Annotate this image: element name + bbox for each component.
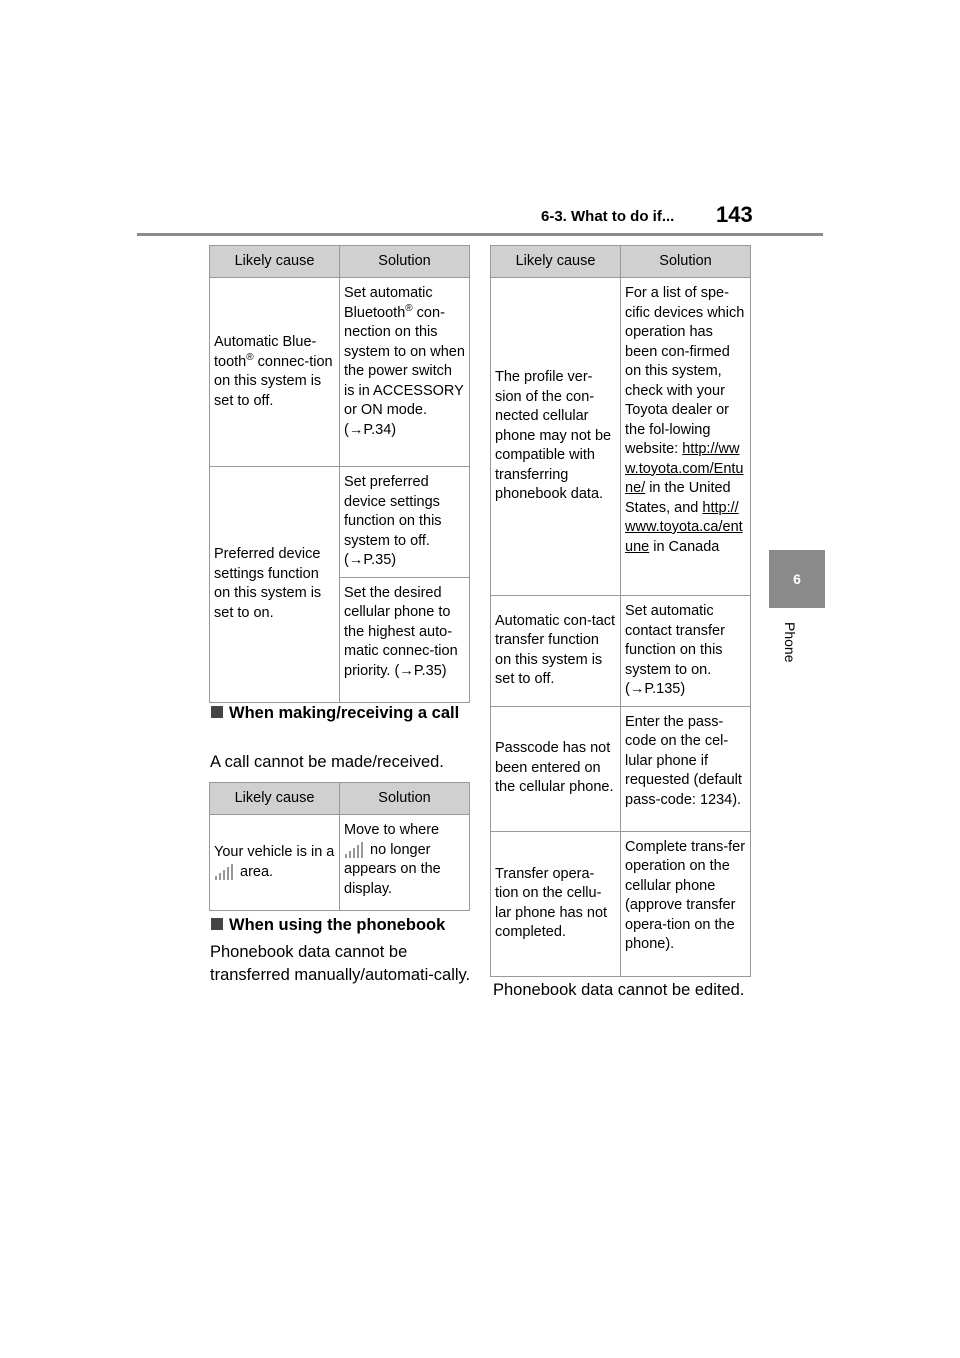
call-description: A call cannot be made/received.	[210, 753, 444, 771]
solution-cell: Move to where no longer appears on the display.	[340, 815, 470, 911]
header-likely-cause: Likely cause	[210, 783, 340, 815]
link-toyota-ca[interactable]: http://www.toyota.ca/entune	[625, 499, 743, 555]
solution-cell: Set automatic contact transfer function on this system to on. (→P.135)	[621, 596, 751, 707]
troubleshoot-table-call	[209, 782, 470, 911]
header-solution: Solution	[621, 246, 751, 278]
page-number: 143	[716, 202, 753, 227]
chapter-tab	[769, 550, 825, 608]
header-likely-cause: Likely cause	[210, 246, 340, 278]
header-rule	[137, 233, 823, 236]
cause-cell: Automatic Blue-tooth® connec-tion on this system is set to off.	[210, 278, 340, 467]
bullet-square	[211, 706, 223, 718]
solution-cell: Set the desired cellular phone to the highest auto-matic connec-tion priority. (→P.35)	[340, 577, 470, 702]
solution-cell: For a list of spe-cific devices which operation has been con-firmed on this system, check with your Toyota dealer or the fol-lowing website: http://www.toyota.com/Entune/ in the United States, and http://www.toyota.ca/entune in Canada	[621, 278, 751, 596]
header-likely-cause: Likely cause	[491, 246, 621, 278]
cause-cell: Transfer opera-tion on the cellu-lar phone has not completed.	[491, 831, 621, 976]
heading-phonebook: When using the phonebook	[211, 914, 491, 936]
chapter-number: 6	[793, 571, 801, 587]
link-toyota-us[interactable]: http://www.toyota.com/Entune/	[625, 441, 744, 496]
solution-cell: Enter the pass-code on the cel-lular phone if requested (default pass-code: 1234).	[621, 706, 751, 831]
troubleshoot-table-phonebook	[490, 245, 751, 977]
bullet-square	[211, 918, 223, 930]
troubleshoot-table-bluetooth	[209, 245, 470, 703]
no-signal-icon	[214, 863, 236, 881]
cause-cell: Preferred device settings function on this system is set to on.	[210, 467, 340, 703]
edit-description: Phonebook data cannot be edited.	[493, 981, 745, 999]
header-solution: Solution	[340, 246, 470, 278]
header-solution: Solution	[340, 783, 470, 815]
solution-cell: Set preferred device settings function on this system to off. (→P.35)	[340, 467, 470, 578]
cause-cell: Passcode has not been entered on the cellular phone.	[491, 706, 621, 831]
section-title: 6-3. What to do if...	[541, 208, 675, 225]
phonebook-description: Phonebook data cannot be transferred manually/automati-cally.	[210, 943, 471, 984]
cause-cell: Automatic con-tact transfer function on this system is set to off.	[491, 596, 621, 707]
cause-cell: Your vehicle is in a area.	[210, 815, 340, 911]
chapter-label: Phone	[782, 622, 798, 663]
no-signal-icon	[344, 841, 366, 859]
cause-cell: The profile ver-sion of the con-nected cellular phone may not be compatible with transferring phonebook data.	[491, 278, 621, 596]
solution-cell: Set automatic Bluetooth® con-nection on this system to on when the power switch is in ACCESSORY or ON mode. (→P.34)	[340, 278, 470, 467]
solution-cell: Complete trans-fer operation on the cellular phone (approve transfer opera-tion on the phone).	[621, 831, 751, 976]
heading-making-call: When making/receiving a call	[211, 702, 489, 724]
